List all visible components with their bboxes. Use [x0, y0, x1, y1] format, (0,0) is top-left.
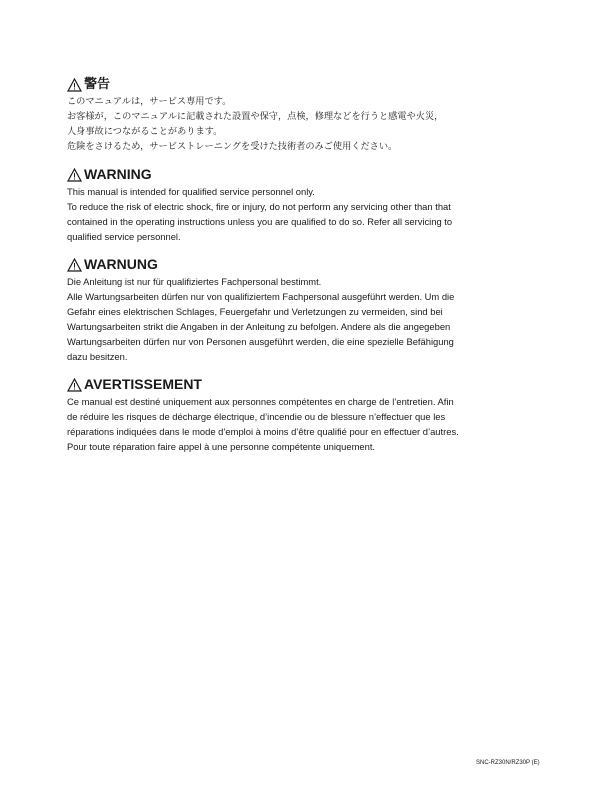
- section-heading: [67, 76, 547, 93]
- section-heading: [67, 166, 547, 183]
- section-english-warning: [67, 166, 547, 244]
- section-body: [67, 184, 547, 244]
- section-title: WARNING: [84, 166, 152, 182]
- body-line: contained in the operating instructions unless you are qualified to do so. Refer all servicing to: [67, 216, 453, 227]
- section-french-warning: [67, 376, 547, 454]
- section-body: [67, 394, 547, 454]
- body-line: dazu besitzen.: [67, 351, 128, 362]
- warning-triangle-icon: [67, 378, 82, 392]
- body-line: 人身事故につながることがあります。: [67, 126, 223, 137]
- body-line: Ce manual est destiné uniquement aux personnes compétentes en charge de l’entretien. Afin: [67, 396, 454, 407]
- body-line: Alle Wartungsarbeiten dürfen nur von qualifiziertem Fachpersonal ausgeführt werden. Um die: [67, 291, 455, 302]
- body-line: Pour toute réparation faire appel à une personne compétente uniquement.: [67, 441, 376, 452]
- section-body: [67, 94, 547, 154]
- body-line: qualified service personnel.: [67, 231, 181, 242]
- body-line: このマニュアルは，サービス専用です。: [67, 96, 232, 107]
- section-title: 警告: [84, 77, 111, 92]
- section-japanese-warning: [67, 76, 547, 154]
- section-body: [67, 274, 547, 364]
- footer-model-number: SNC-RZ30N/RZ30P (E): [476, 760, 540, 766]
- body-line: お客様が，このマニュアルに記載された設置や保守，点検，修理などを行うと感電や火災，: [67, 111, 444, 122]
- body-line: de réduire les risques de décharge électrique, d’incendie ou de blessure n’effectuer que les: [67, 411, 446, 422]
- section-german-warning: [67, 256, 547, 364]
- body-line: To reduce the risk of electric shock, fire or injury, do not perform any servicing other than that: [67, 201, 451, 212]
- body-line: Gefahr eines elektrischen Schlages, Feuergefahr und Verletzungen zu vermeiden, sind bei: [67, 306, 443, 317]
- body-line: Die Anleitung ist nur für qualifiziertes Fachpersonal bestimmt.: [67, 276, 322, 287]
- warning-triangle-icon: [67, 168, 82, 182]
- body-line: réparations indiquées dans le mode d’emploi à moins d’être qualifié pour en effectuer d’autres.: [67, 426, 459, 437]
- section-title: AVERTISSEMENT: [84, 376, 202, 392]
- body-line: 危険をさけるため，サービストレーニングを受けた技術者のみご使用ください。: [67, 141, 398, 152]
- section-heading: [67, 256, 547, 273]
- section-heading: [67, 376, 547, 393]
- body-line: Wartungsarbeiten dürfen nur von Personen ausgeführt werden, die eine spezielle Befähigung: [67, 336, 454, 347]
- body-line: Wartungsarbeiten strikt die Angaben in der Anleitung zu befolgen. Andere als die angegeben: [67, 321, 451, 332]
- warning-triangle-icon: [67, 258, 82, 272]
- warning-page: [67, 76, 547, 466]
- body-line: This manual is intended for qualified service personnel only.: [67, 186, 315, 197]
- warning-triangle-icon: [67, 78, 82, 92]
- section-title: WARNUNG: [84, 256, 158, 272]
